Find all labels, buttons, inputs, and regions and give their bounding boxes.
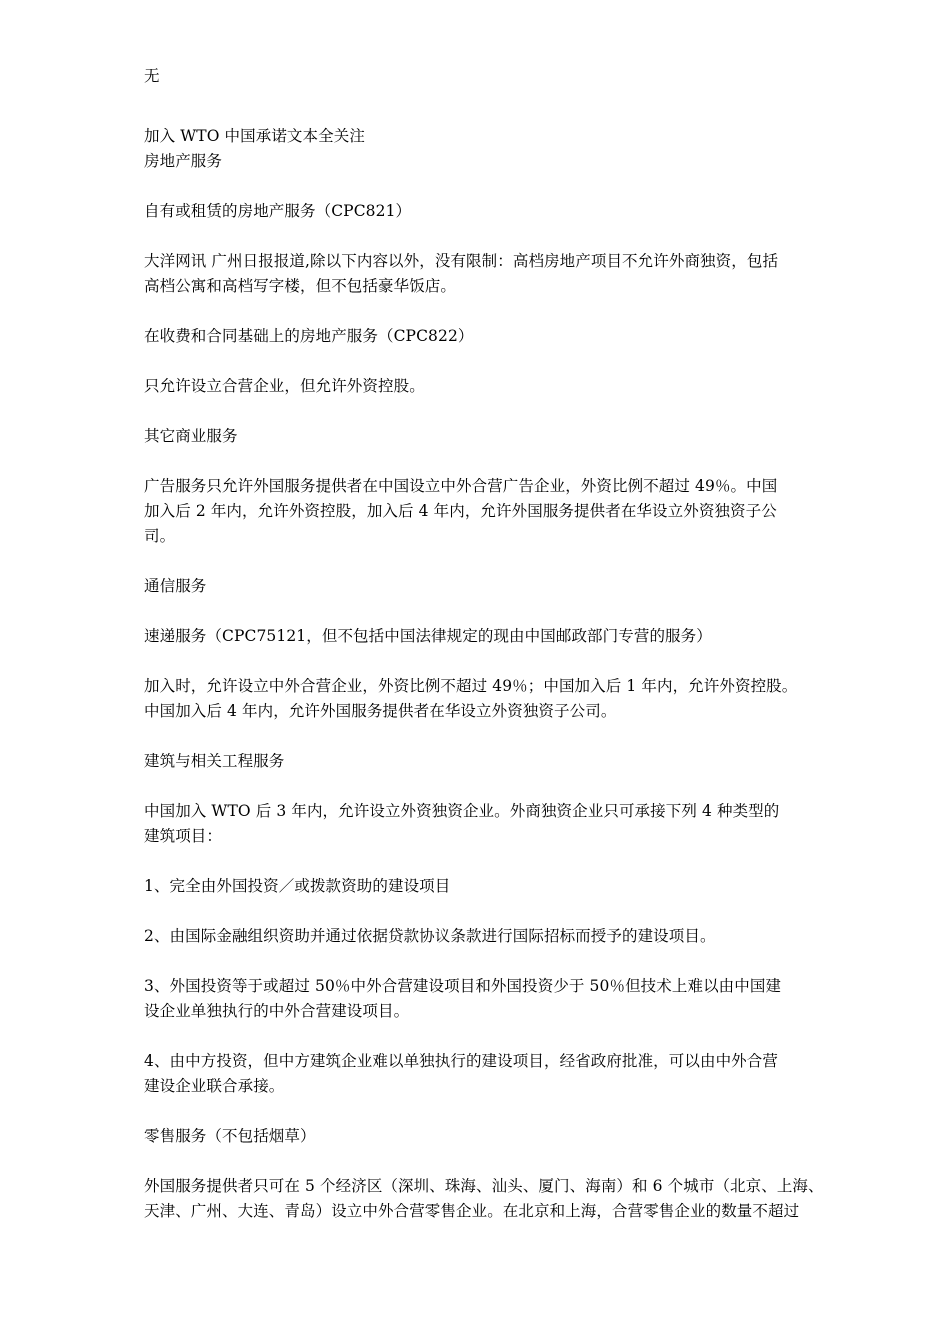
paragraph-body: [144, 1174, 824, 1224]
document-title: 加入 WTO 中国承诺文本全关注: [144, 127, 365, 145]
text-line: 高档公寓和高档写字楼，但不包括豪华饭店。: [144, 277, 457, 295]
paragraph-section-heading: [144, 749, 812, 774]
text-line: 司。: [144, 527, 176, 545]
paragraph-section-heading: [144, 574, 812, 599]
text-line: 3、外国投资等于或超过 50％中外合营建设项目和外国投资少于 50％但技术上难以由中国建: [144, 977, 782, 995]
text-line: 4、由中方投资，但中方建筑企业难以单独执行的建设项目，经省政府批准，可以由中外合营: [144, 1052, 778, 1070]
text-line: 大洋网讯 广州日报报道,除以下内容以外，没有限制：高档房地产项目不允许外商独资，包括: [144, 252, 779, 270]
text-line: 天津、广州、大连、青岛）设立中外合营零售企业。在北京和上海，合营零售企业的数量不超过: [144, 1202, 800, 1220]
section-heading: 建筑与相关工程服务: [144, 752, 285, 770]
text-line: 加入时，允许设立中外合营企业，外资比例不超过 49％；中国加入后 1 年内，允许外资控股。: [144, 677, 798, 695]
paragraph-title: [144, 124, 812, 174]
list-item: [144, 974, 812, 1024]
list-item: [144, 924, 812, 949]
text-line: 中国加入后 4 年内，允许外国服务提供者在华设立外资独资子公司。: [144, 702, 617, 720]
list-item: [144, 874, 812, 899]
text-line: 中国加入 WTO 后 3 年内，允许设立外资独资企业。外商独资企业只可承接下列 4 种类型的: [144, 802, 780, 820]
text-line: 广告服务只允许外国服务提供者在中国设立中外合营广告企业，外资比例不超过 49％。中国: [144, 477, 778, 495]
section-heading: 通信服务: [144, 577, 207, 595]
paragraph-subheading: [144, 624, 812, 649]
text-line: 设企业单独执行的中外合营建设项目。: [144, 1002, 410, 1020]
text-line: 1、完全由外国投资／或拨款资助的建设项目: [144, 877, 451, 895]
paragraph-body: [144, 799, 812, 849]
text-line: 建筑项目：: [144, 827, 223, 845]
subheading: 速递服务（CPC75121，但不包括中国法律规定的现由中国邮政部门专营的服务）: [144, 627, 712, 645]
text-line: 只允许设立合营企业，但允许外资控股。: [144, 377, 425, 395]
paragraph-body: [144, 674, 812, 724]
subheading: 在收费和合同基础上的房地产服务（CPC822）: [144, 327, 474, 345]
list-item: [144, 1049, 812, 1099]
paragraph-subheading: [144, 199, 812, 224]
paragraph-section-heading: [144, 1124, 812, 1149]
text-line: 加入后 2 年内，允许外资控股，加入后 4 年内，允许外国服务提供者在华设立外资独资子公: [144, 502, 777, 520]
text-line: 外国服务提供者只可在 5 个经济区（深圳、珠海、汕头、厦门、海南）和 6 个城市（北京、上海、: [144, 1177, 824, 1195]
paragraph-body: [144, 249, 812, 299]
section-heading: 其它商业服务: [144, 427, 238, 445]
paragraph-body: [144, 474, 812, 549]
paragraph-subheading: [144, 324, 812, 349]
subheading: 自有或租赁的房地产服务（CPC821）: [144, 202, 412, 220]
section-heading: 零售服务（不包括烟草）: [144, 1127, 316, 1145]
paragraph-none: [144, 64, 812, 89]
text-line: 无: [144, 67, 160, 85]
text-line: 2、由国际金融组织资助并通过依据贷款协议条款进行国际招标而授予的建设项目。: [144, 927, 716, 945]
text-line: 建设企业联合承接。: [144, 1077, 285, 1095]
section-heading: 房地产服务: [144, 152, 223, 170]
paragraph-section-heading: [144, 424, 812, 449]
paragraph-body: [144, 374, 812, 399]
